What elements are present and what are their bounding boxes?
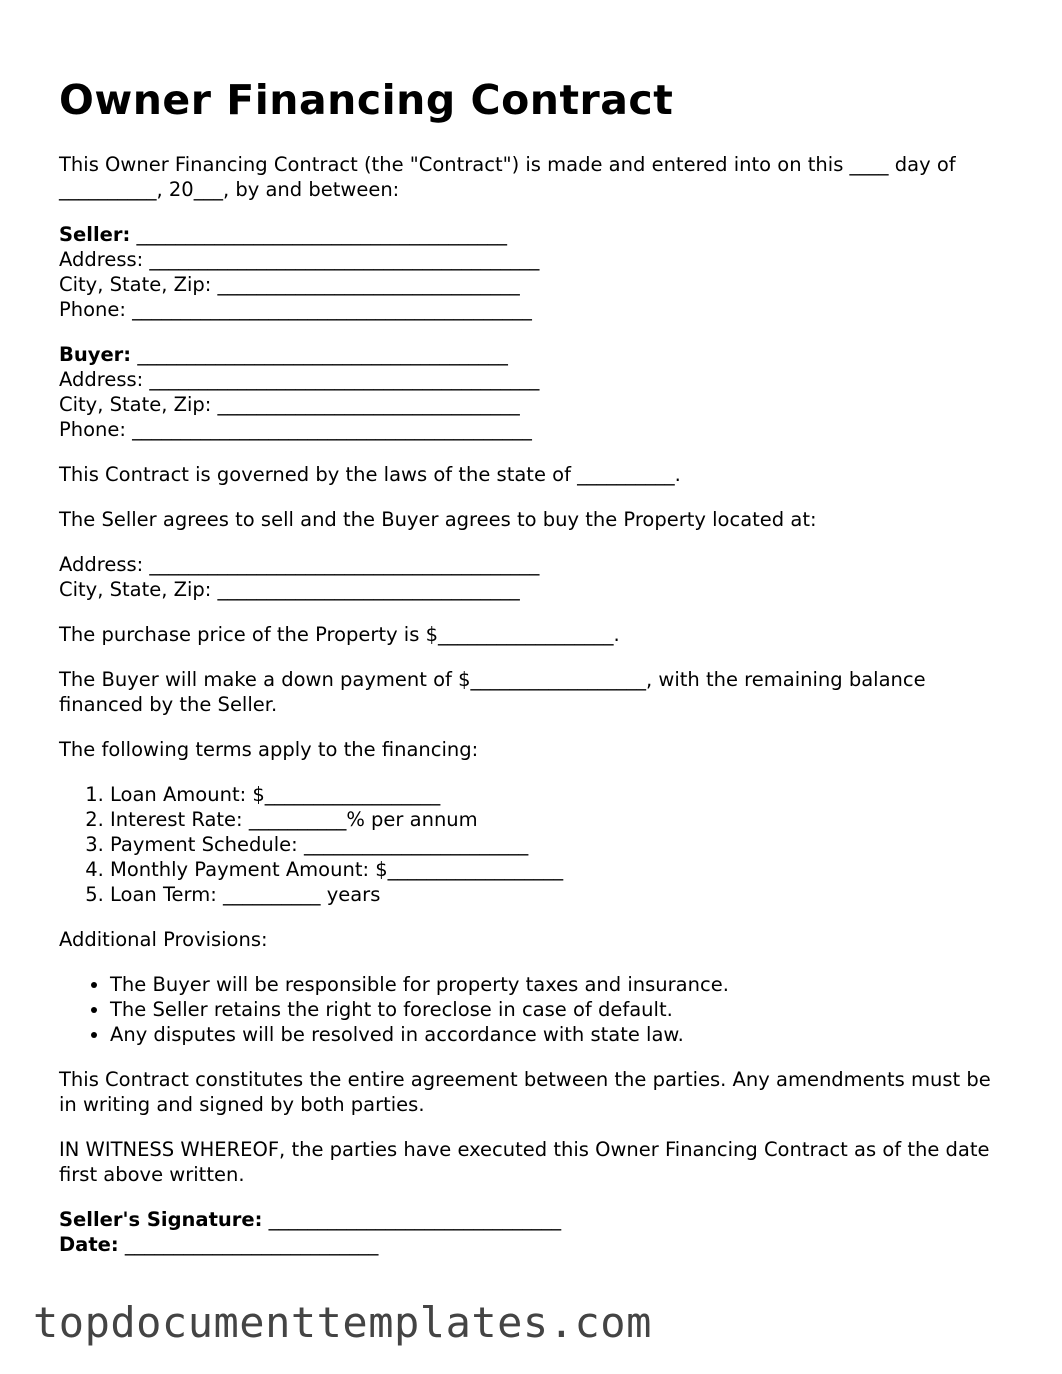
list-item: 3. Payment Schedule: _______________________ [110,832,1009,857]
buyer-phone-line: Phone: _________________________________________ [59,418,532,441]
provisions-list [59,972,1009,1047]
seller-city-line: City, State, Zip: _______________________________ [59,273,520,296]
intro-paragraph: This Owner Financing Contract (the "Contract") is made and entered into on this ____ day of __________, 20___, by and between: [59,153,956,201]
property-block [59,552,1009,602]
seller-signature-label: Seller's Signature: [59,1208,263,1231]
property-city-line: City, State, Zip: _______________________________ [59,578,520,601]
witness-paragraph: IN WITNESS WHEREOF, the parties have executed this Owner Financing Contract as of the date first above written. [59,1138,990,1186]
watermark: topdocumenttemplates.com [33,1298,652,1347]
property-address-line: Address: ________________________________________ [59,553,540,576]
signature-block [59,1207,1009,1257]
list-item: 4. Monthly Payment Amount: $__________________ [110,857,1009,882]
list-item: • The Seller retains the right to foreclose in case of default. [110,997,1009,1022]
buyer-name-blank: ______________________________________ [137,343,508,366]
seller-label: Seller: [59,223,131,246]
date-blank: __________________________ [124,1233,379,1256]
seller-signature-blank: ______________________________ [268,1208,562,1231]
list-item: 2. Interest Rate: __________% per annum [110,807,1009,832]
property-intro-paragraph: The Seller agrees to sell and the Buyer agrees to buy the Property located at: [59,508,817,531]
financing-terms-list [59,782,1009,907]
date-label: Date: [59,1233,119,1256]
buyer-name-line [59,342,1009,367]
terms-intro-paragraph: The following terms apply to the financing: [59,738,479,761]
buyer-city-line: City, State, Zip: _______________________________ [59,393,520,416]
date-line [59,1232,1009,1257]
seller-phone-line: Phone: _________________________________________ [59,298,532,321]
buyer-label: Buyer: [59,343,132,366]
list-item: 5. Loan Term: __________ years [110,882,1009,907]
down-payment-paragraph: The Buyer will make a down payment of $__________________, with the remaining balance financed by the Seller. [59,668,926,716]
governing-law-paragraph: This Contract is governed by the laws of the state of __________. [59,463,681,486]
buyer-address-line: Address: ________________________________________ [59,368,540,391]
list-item: 1. Loan Amount: $__________________ [110,782,1009,807]
seller-name-blank: ______________________________________ [136,223,507,246]
list-item: • Any disputes will be resolved in accordance with state law. [110,1022,1009,1047]
entire-agreement-paragraph: This Contract constitutes the entire agreement between the parties. Any amendments must be in writing and signed by both parties. [59,1068,991,1116]
purchase-price-paragraph: The purchase price of the Property is $__________________. [59,623,620,646]
buyer-block [59,342,1009,442]
provisions-intro-paragraph: Additional Provisions: [59,928,268,951]
list-item: • The Buyer will be responsible for property taxes and insurance. [110,972,1009,997]
seller-address-line: Address: ________________________________________ [59,248,540,271]
seller-name-line [59,222,1009,247]
document-page [59,72,1009,1257]
seller-signature-line [59,1207,1009,1232]
seller-block [59,222,1009,322]
document-title: Owner Financing Contract [59,76,674,124]
